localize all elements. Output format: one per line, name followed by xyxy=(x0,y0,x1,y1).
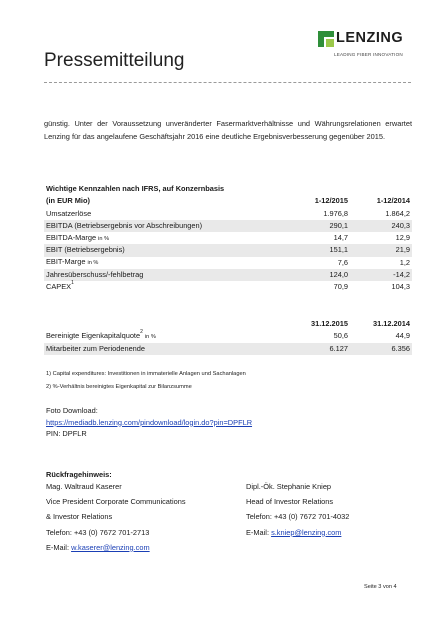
row-value-current: 1.976,8 xyxy=(323,208,348,218)
table-row xyxy=(44,330,412,342)
footnote-marker: 1 xyxy=(71,280,74,287)
contact-left-phone: Telefon: +43 (0) 7672 701-2713 xyxy=(46,527,150,537)
photo-pin: PIN: DPFLR xyxy=(46,429,87,439)
kpi-unit-label: (in EUR Mio) xyxy=(46,196,90,206)
contact-left xyxy=(46,479,186,555)
page-number: Seite 3 von 4 xyxy=(364,584,397,590)
intro-paragraph: günstig. Unter der Voraussetzung unveränderter Fasermarktverhältnisse und Währungsrelationen erwartet Lenzing für das angelaufene Geschäftsjahr 2016 eine deutliche Ergebnisverbesserung gegenüber 2015. xyxy=(44,119,412,141)
table-row xyxy=(44,220,412,232)
contact-left-email-line xyxy=(46,540,186,555)
row-label xyxy=(44,269,286,281)
kpi-col4-header: 31.12.2014 xyxy=(373,319,410,328)
row-unit: in % xyxy=(144,333,156,340)
row-value-current: 124,0 xyxy=(329,270,348,280)
contact-left-role1: Vice President Corporate Communications xyxy=(46,497,186,507)
row-label-text: Umsatzerlöse xyxy=(46,208,92,218)
row-value-previous: 12,9 xyxy=(395,233,410,243)
table-row xyxy=(44,281,412,293)
footnote-marker: 2 xyxy=(140,328,143,335)
table-row xyxy=(44,269,412,281)
table-row xyxy=(44,244,412,256)
row-value-current: 151,1 xyxy=(329,245,348,255)
table-row xyxy=(44,257,412,269)
row-label-text: EBITDA (Betriebsergebnis vor Abschreibungen) xyxy=(46,220,203,230)
table-row xyxy=(44,343,412,355)
header-divider xyxy=(44,82,411,83)
row-value-previous: 44,9 xyxy=(395,331,410,341)
lenzing-logo-mark-icon xyxy=(318,31,334,47)
page-title: Pressemitteilung xyxy=(44,50,185,71)
kpi-title-row xyxy=(44,183,412,195)
contacts-heading: Rückfragehinweis: xyxy=(46,470,112,479)
row-label-text: EBIT-Marge xyxy=(46,257,86,267)
row-label-text: Mitarbeiter zum Periodenende xyxy=(46,343,146,353)
kpi-col2-header: 1-12/2014 xyxy=(376,196,410,206)
row-label xyxy=(44,244,286,256)
contact-right xyxy=(246,479,349,540)
contact-left-name: Mag. Waltraud Kaserer xyxy=(46,482,122,491)
photo-download-link[interactable]: https://mediadb.lenzing.com/pindownload/login.do?pin=DPFLR xyxy=(46,417,253,427)
row-unit: in % xyxy=(87,260,99,267)
row-value-current: 290,1 xyxy=(329,220,348,230)
contact-left-email-label: E-Mail: xyxy=(46,542,72,552)
kpi-balance-header-row xyxy=(44,318,412,330)
contact-left-role2: & Investor Relations xyxy=(46,512,113,522)
row-label-text: Jahresüberschuss/-fehlbetrag xyxy=(46,270,144,280)
photo-download-block xyxy=(46,405,252,440)
kpi-balance-rows xyxy=(44,330,412,355)
row-unit: in % xyxy=(98,235,110,242)
row-label xyxy=(44,220,286,232)
contact-right-email-line xyxy=(246,525,349,540)
logo-wordmark: LENZING xyxy=(336,30,404,46)
kpi-title: Wichtige Kennzahlen nach IFRS, auf Konzernbasis xyxy=(46,184,225,193)
row-label xyxy=(44,232,286,245)
contact-right-email-link[interactable]: s.kniep@lenzing.com xyxy=(271,527,342,537)
row-value-previous: 1,2 xyxy=(399,257,410,267)
row-label xyxy=(44,343,286,355)
kpi-rows xyxy=(44,208,412,294)
logo-tagline: LEADING FIBER INNOVATION xyxy=(334,52,403,57)
footnote-1: 1) Capital expenditures: Investitionen in immaterielle Anlagen und Sachanlagen xyxy=(46,371,246,377)
row-label xyxy=(44,281,286,293)
kpi-header-row xyxy=(44,195,412,207)
contact-right-email-label: E-Mail: xyxy=(246,527,272,537)
row-value-previous: 21,9 xyxy=(395,245,410,255)
row-label-text: EBITDA-Marge xyxy=(46,232,97,242)
lenzing-logo xyxy=(318,30,414,64)
row-label-text: Bereinigte Eigenkapitalquote xyxy=(46,330,141,340)
table-row xyxy=(44,232,412,244)
row-value-previous: -14,2 xyxy=(393,270,410,280)
row-value-previous: 1.864,2 xyxy=(385,208,410,218)
row-label xyxy=(44,330,286,343)
contact-left-email-link[interactable]: w.kaserer@lenzing.com xyxy=(71,542,150,552)
kpi-col1-header: 1-12/2015 xyxy=(314,196,348,206)
row-value-previous: 240,3 xyxy=(391,220,410,230)
row-label xyxy=(44,256,286,269)
photo-download-label: Foto Download: xyxy=(46,406,98,415)
kpi-col3-header: 31.12.2015 xyxy=(311,319,348,328)
row-value-current: 14,7 xyxy=(333,233,348,243)
table-row xyxy=(44,208,412,220)
row-value-current: 70,9 xyxy=(333,282,348,292)
contact-right-name: Dipl.-Ök. Stephanie Kniep xyxy=(246,482,332,491)
contact-right-phone: Telefon: +43 (0) 7672 701-4032 xyxy=(246,512,350,522)
contact-right-role1: Head of Investor Relations xyxy=(246,497,334,507)
row-value-current: 7,6 xyxy=(337,257,348,267)
row-label-text: EBIT (Betriebsergebnis) xyxy=(46,245,125,255)
footnote-2: 2) %-Verhältnis bereinigtes Eigenkapital zur Bilanzsumme xyxy=(46,384,192,390)
row-value-current: 6.127 xyxy=(329,343,348,353)
row-label-text: CAPEX xyxy=(46,282,72,292)
row-value-previous: 6.356 xyxy=(391,343,410,353)
kpi-table xyxy=(44,183,412,294)
kpi-table-balance xyxy=(44,318,412,355)
row-value-previous: 104,3 xyxy=(391,282,410,292)
row-value-current: 50,6 xyxy=(333,331,348,341)
row-label xyxy=(44,208,286,220)
